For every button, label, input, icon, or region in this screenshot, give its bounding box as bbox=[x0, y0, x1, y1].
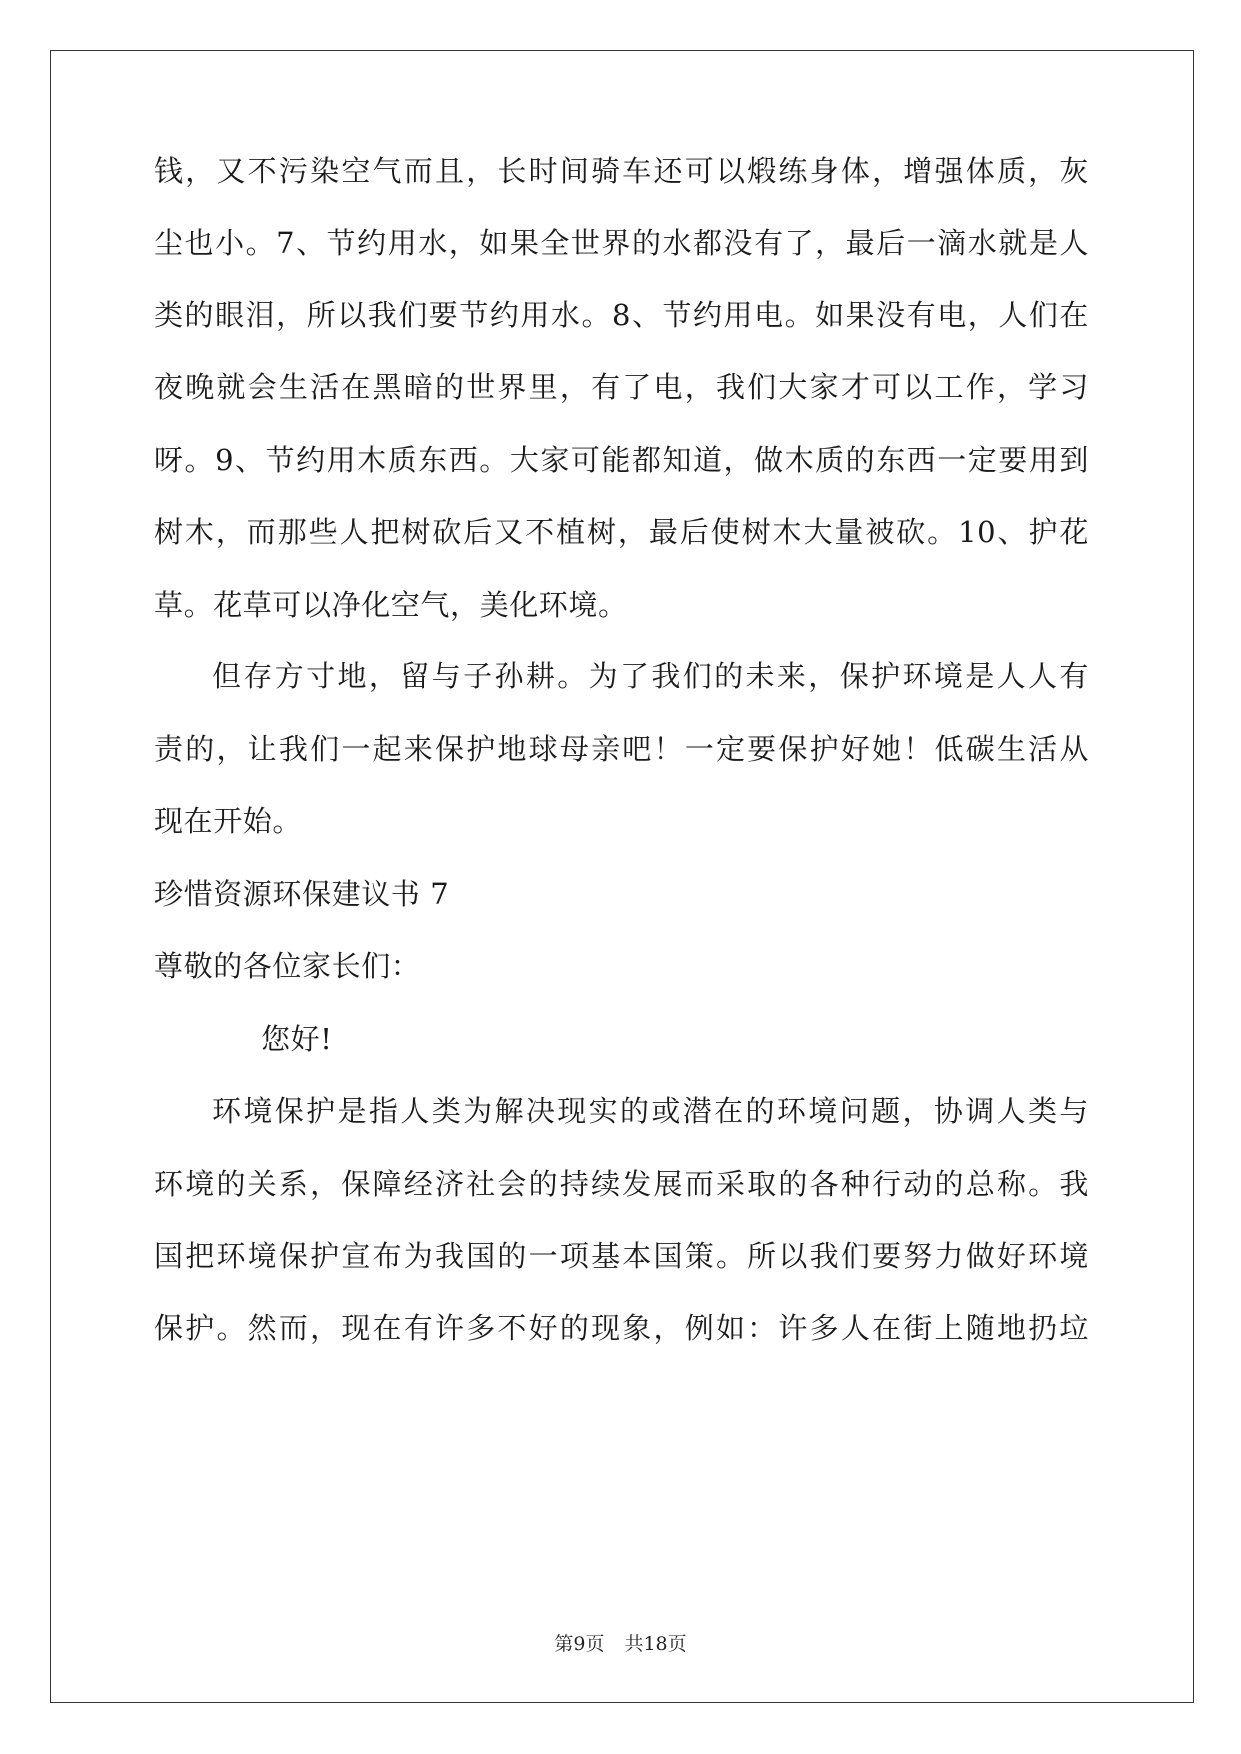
section-title: 珍惜资源环保建议书 7 bbox=[154, 877, 450, 911]
paragraph-line: 尘也小。7、节约用水，如果全世界的水都没有了，最后一滴水就是人 bbox=[154, 226, 1089, 260]
page-total: 共18页 bbox=[624, 1633, 687, 1655]
paragraph-line: 环境的关系，保障经济社会的持续发展而采取的各种行动的总称。我 bbox=[154, 1167, 1089, 1201]
paragraph-line: 国把环境保护宣布为我国的一项基本国策。所以我们要努力做好环境 bbox=[154, 1239, 1089, 1273]
paragraph-line: 类的眼泪，所以我们要节约用水。8、节约用电。如果没有电，人们在 bbox=[154, 298, 1089, 332]
greeting: 您好! bbox=[261, 1022, 333, 1056]
paragraph-line: 但存方寸地，留与子孙耕。为了我们的未来，保护环境是人人有 bbox=[212, 659, 1089, 693]
paragraph-line: 保护。然而，现在有许多不好的现象，例如：许多人在街上随地扔垃 bbox=[154, 1311, 1089, 1345]
page-number: 第9页 bbox=[554, 1633, 605, 1655]
paragraph-line: 呀。9、节约用木质东西。大家可能都知道，做木质的东西一定要用到 bbox=[154, 443, 1089, 477]
paragraph-line: 夜晚就会生活在黑暗的世界里，有了电，我们大家才可以工作，学习 bbox=[154, 370, 1089, 404]
paragraph-line: 现在开始。 bbox=[154, 804, 303, 838]
paragraph-line: 树木，而那些人把树砍后又不植树，最后使树木大量被砍。10、护花 bbox=[154, 515, 1089, 549]
paragraph-line: 钱，又不污染空气而且，长时间骑车还可以煅练身体，增强体质，灰 bbox=[154, 154, 1089, 188]
page-footer bbox=[0, 1632, 1241, 1656]
salutation: 尊敬的各位家长们： bbox=[154, 949, 421, 983]
paragraph-line: 责的，让我们一起来保护地球母亲吧！一定要保护好她！低碳生活从 bbox=[154, 732, 1089, 766]
paragraph-line: 草。花草可以净化空气，美化环境。 bbox=[154, 588, 628, 622]
paragraph-line: 环境保护是指人类为解决现实的或潜在的环境问题，协调人类与 bbox=[212, 1094, 1089, 1128]
